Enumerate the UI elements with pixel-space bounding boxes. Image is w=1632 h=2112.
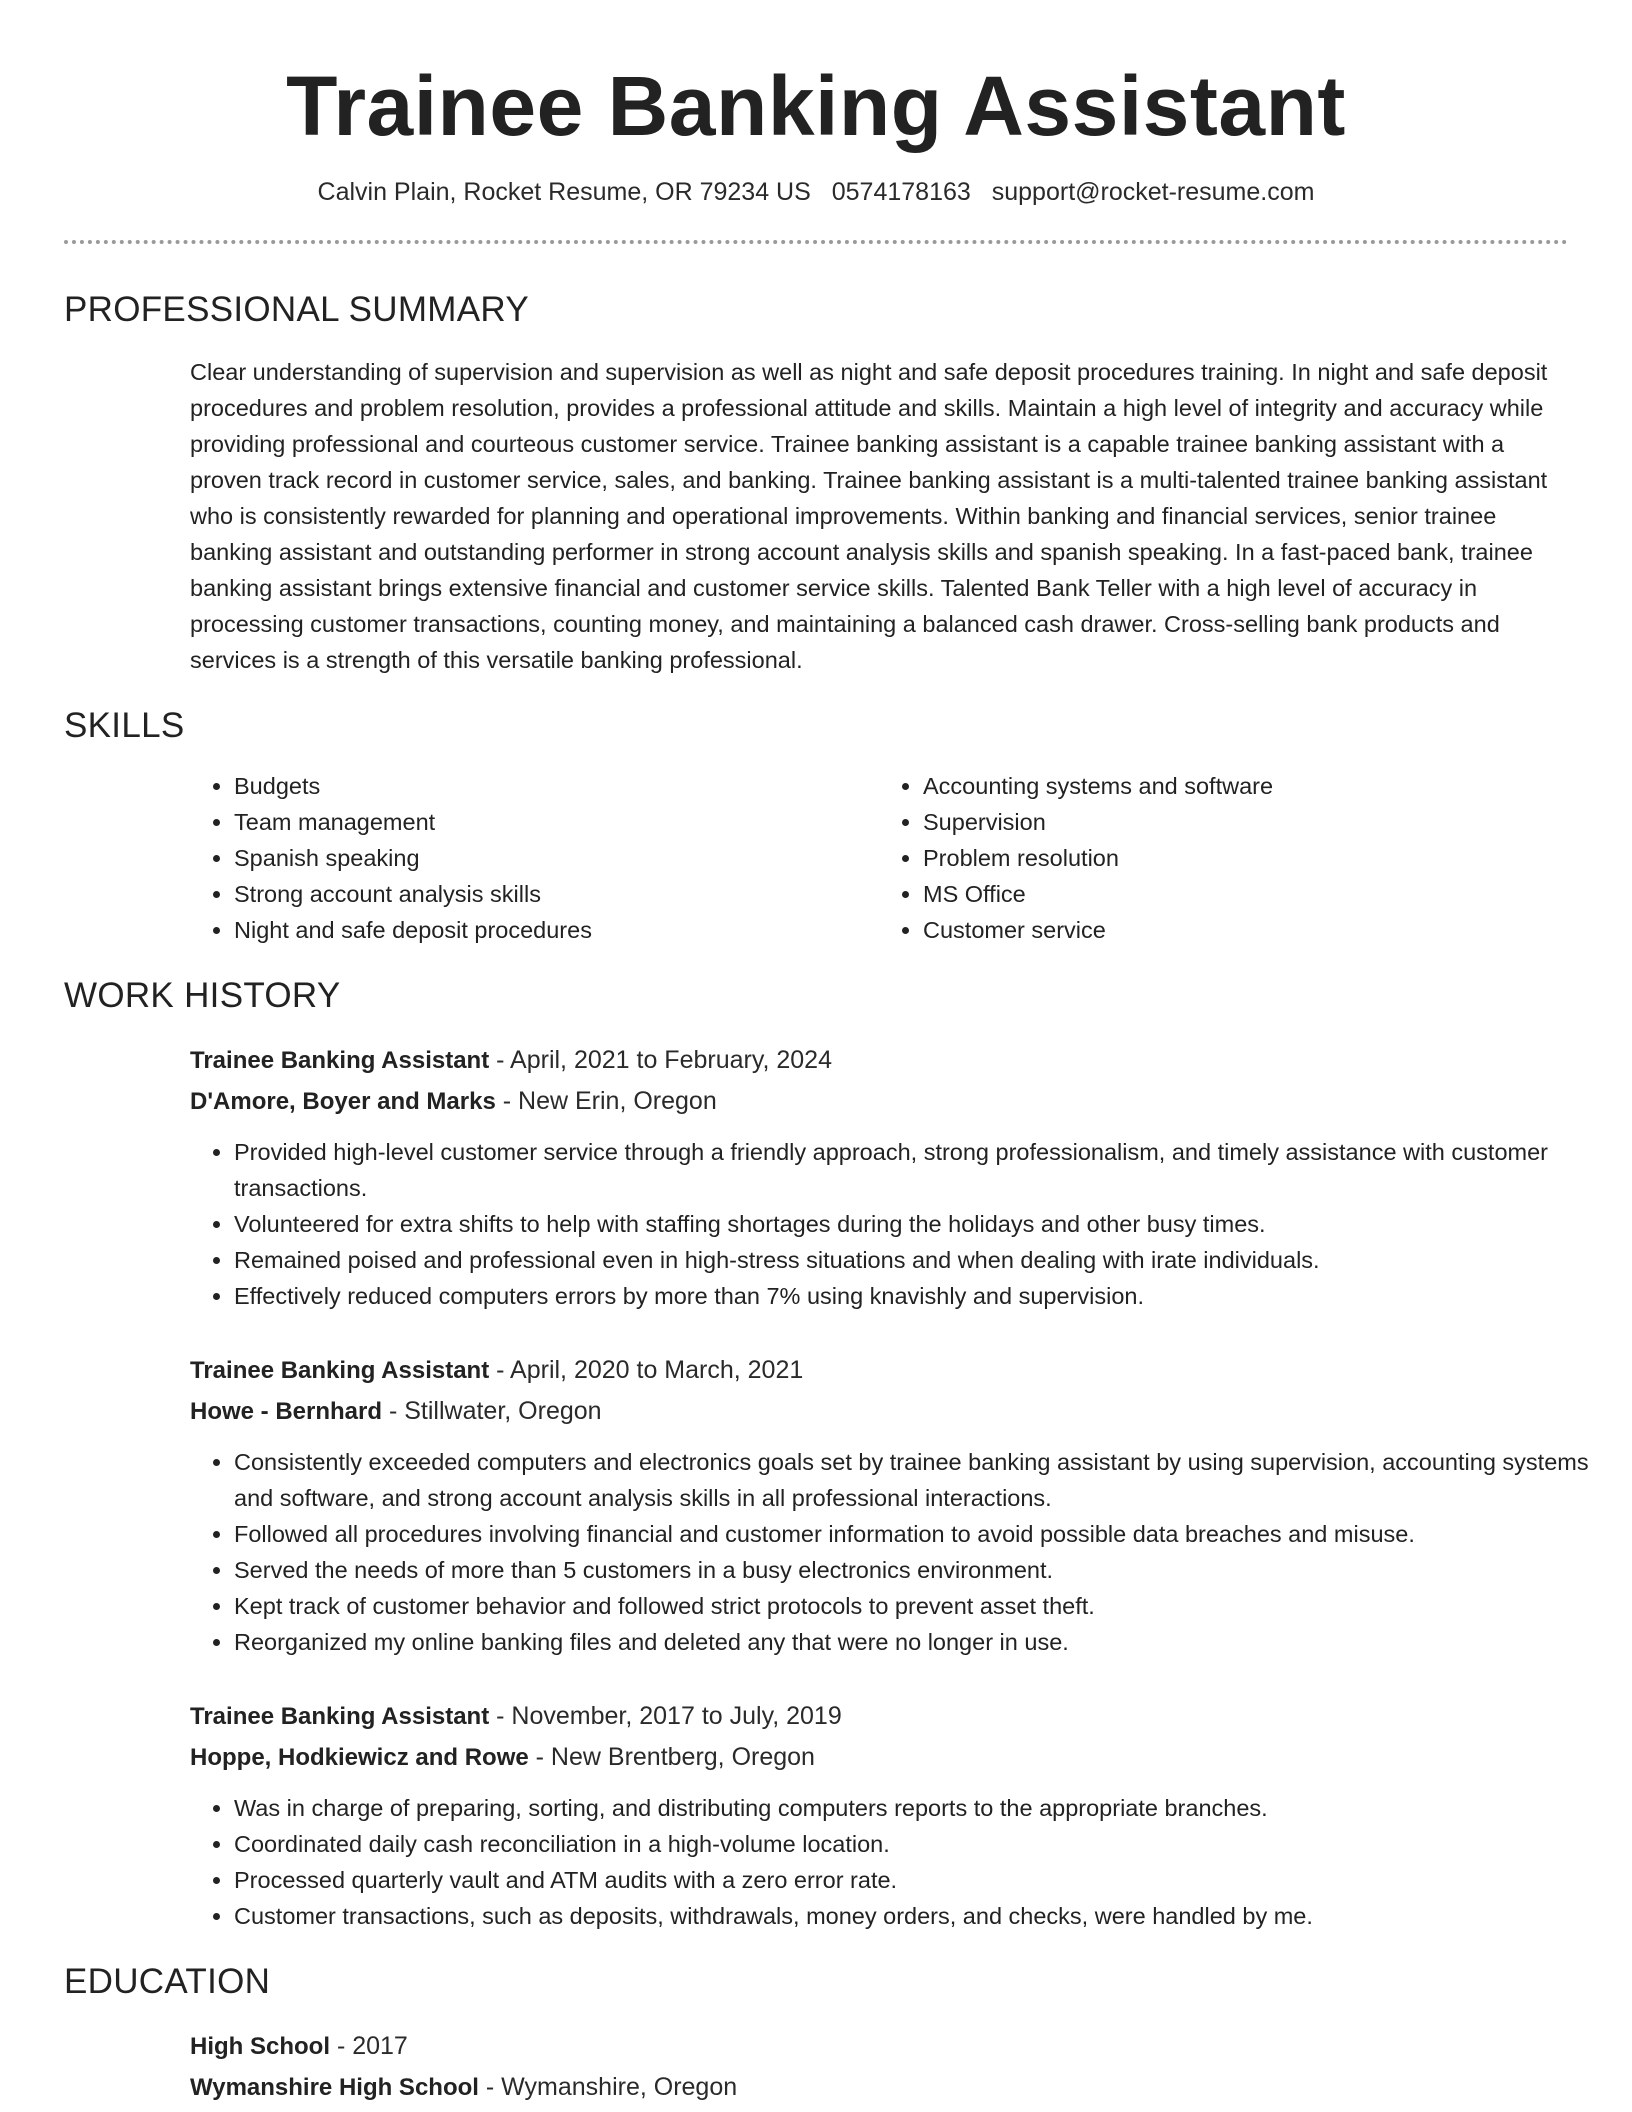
job-bullet: • Served the needs of more than 5 customers in a busy electronics environment. — [234, 1552, 1604, 1588]
education-year: - 2017 — [330, 2032, 408, 2060]
skills-column-left — [190, 768, 879, 948]
education-entry — [190, 2026, 1568, 2108]
job-location: - Stillwater, Oregon — [382, 1397, 602, 1425]
skill-item: • MS Office — [923, 876, 1568, 912]
job-company: D'Amore, Boyer and Marks — [190, 1088, 496, 1115]
job-bullet: • Reorganized my online banking files and deleted any that were no longer in use. — [234, 1624, 1604, 1660]
job-company-line — [190, 1737, 1568, 1778]
job-bullet: • Effectively reduced computers errors by more than 7% using knavishly and supervision. — [234, 1278, 1604, 1314]
skill-item: • Budgets — [234, 768, 879, 804]
job-role: Trainee Banking Assistant — [190, 1357, 490, 1384]
job-bullets — [190, 1134, 1604, 1314]
skill-item: • Team management — [234, 804, 879, 840]
skill-item: • Night and safe deposit procedures — [234, 912, 879, 948]
job-bullet: • Provided high-level customer service through a friendly approach, strong professionalism, and timely assistance with customer transactions. — [234, 1134, 1604, 1206]
job-bullet: • Processed quarterly vault and ATM audits with a zero error rate. — [234, 1862, 1604, 1898]
contact-info — [64, 176, 1568, 208]
education-heading: EDUCATION — [64, 1962, 271, 2001]
job-bullet: • Kept track of customer behavior and followed strict protocols to prevent asset theft. — [234, 1588, 1604, 1624]
education-school-line — [190, 2067, 1568, 2108]
job-dates: - April, 2020 to March, 2021 — [489, 1356, 804, 1384]
summary-heading: PROFESSIONAL SUMMARY — [64, 290, 529, 329]
header-divider — [64, 240, 1568, 244]
job-role-line — [190, 1696, 1568, 1737]
education-school: Wymanshire High School — [190, 2074, 479, 2101]
job-bullets — [190, 1444, 1604, 1660]
skill-item: • Problem resolution — [923, 840, 1568, 876]
job-entry — [190, 1696, 1568, 1934]
skills-column-right — [879, 768, 1568, 948]
job-entry — [190, 1040, 1568, 1314]
job-bullet: • Customer transactions, such as deposits, withdrawals, money orders, and checks, were handled by me. — [234, 1898, 1604, 1934]
job-company: Hoppe, Hodkiewicz and Rowe — [190, 1744, 529, 1771]
job-bullet: • Was in charge of preparing, sorting, and distributing computers reports to the appropriate branches. — [234, 1790, 1604, 1826]
job-role: Trainee Banking Assistant — [190, 1047, 490, 1074]
contact-address: Calvin Plain, Rocket Resume, OR 79234 US — [317, 178, 811, 206]
job-company-line — [190, 1391, 1568, 1432]
skills-list — [190, 768, 1568, 948]
job-entry — [190, 1350, 1589, 1660]
contact-phone: 0574178163 — [831, 178, 971, 206]
job-dates: - April, 2021 to February, 2024 — [489, 1046, 832, 1074]
contact-email: support@rocket-resume.com — [991, 178, 1315, 206]
job-bullet: • Volunteered for extra shifts to help with staffing shortages during the holidays and other busy times. — [234, 1206, 1604, 1242]
job-location: - New Brentberg, Oregon — [528, 1743, 815, 1771]
work-history-heading: WORK HISTORY — [64, 976, 341, 1015]
summary-text: Clear understanding of supervision and supervision as well as night and safe deposit procedures training. In night and safe deposit procedures and problem resolution, provides a professional attitude and skills. Maintain a high level of integrity and accuracy while providing professional and courteous customer service. Trainee banking assistant is a capable trainee banking assistant with a proven track record in customer service, sales, and banking. Trainee banking assistant is a multi-talented trainee banking assistant who is consistently rewarded for planning and operational improvements. Within banking and financial services, senior trainee banking assistant and outstanding performer in strong account analysis skills and spanish speaking. In a fast-paced bank, trainee banking assistant brings extensive financial and customer service skills. Talented Bank Teller with a high level of accuracy in processing customer transactions, counting money, and maintaining a balanced cash drawer. Cross-selling bank products and services is a strength of this versatile banking professional. — [190, 359, 1548, 673]
job-bullet: • Coordinated daily cash reconciliation in a high-volume location. — [234, 1826, 1604, 1862]
resume-title: Trainee Banking Assistant — [286, 59, 1346, 153]
education-degree-line — [190, 2026, 1568, 2067]
resume-page — [64, 0, 1589, 2108]
job-company-line — [190, 1081, 1568, 1122]
skills-heading: SKILLS — [64, 706, 185, 745]
education-location: - Wymanshire, Oregon — [478, 2073, 738, 2101]
job-role-line — [190, 1350, 1568, 1391]
skill-item: • Spanish speaking — [234, 840, 879, 876]
skill-item: • Supervision — [923, 804, 1568, 840]
education-degree: High School — [190, 2033, 330, 2060]
job-bullet: • Remained poised and professional even in high-stress situations and when dealing with irate individuals. — [234, 1242, 1604, 1278]
job-role-line — [190, 1040, 1568, 1081]
skill-item: • Strong account analysis skills — [234, 876, 879, 912]
job-bullets — [190, 1790, 1604, 1934]
job-bullet: • Consistently exceeded computers and electronics goals set by trainee banking assistant by using supervision, accounting systems and software, and strong account analysis skills in all professional interactions. — [234, 1444, 1604, 1516]
job-role: Trainee Banking Assistant — [190, 1703, 490, 1730]
job-dates: - November, 2017 to July, 2019 — [489, 1702, 842, 1730]
skill-item: • Customer service — [923, 912, 1568, 948]
job-location: - New Erin, Oregon — [495, 1087, 717, 1115]
job-bullet: • Followed all procedures involving financial and customer information to avoid possible data breaches and misuse. — [234, 1516, 1604, 1552]
job-company: Howe - Bernhard — [190, 1398, 383, 1425]
skill-item: • Accounting systems and software — [923, 768, 1568, 804]
